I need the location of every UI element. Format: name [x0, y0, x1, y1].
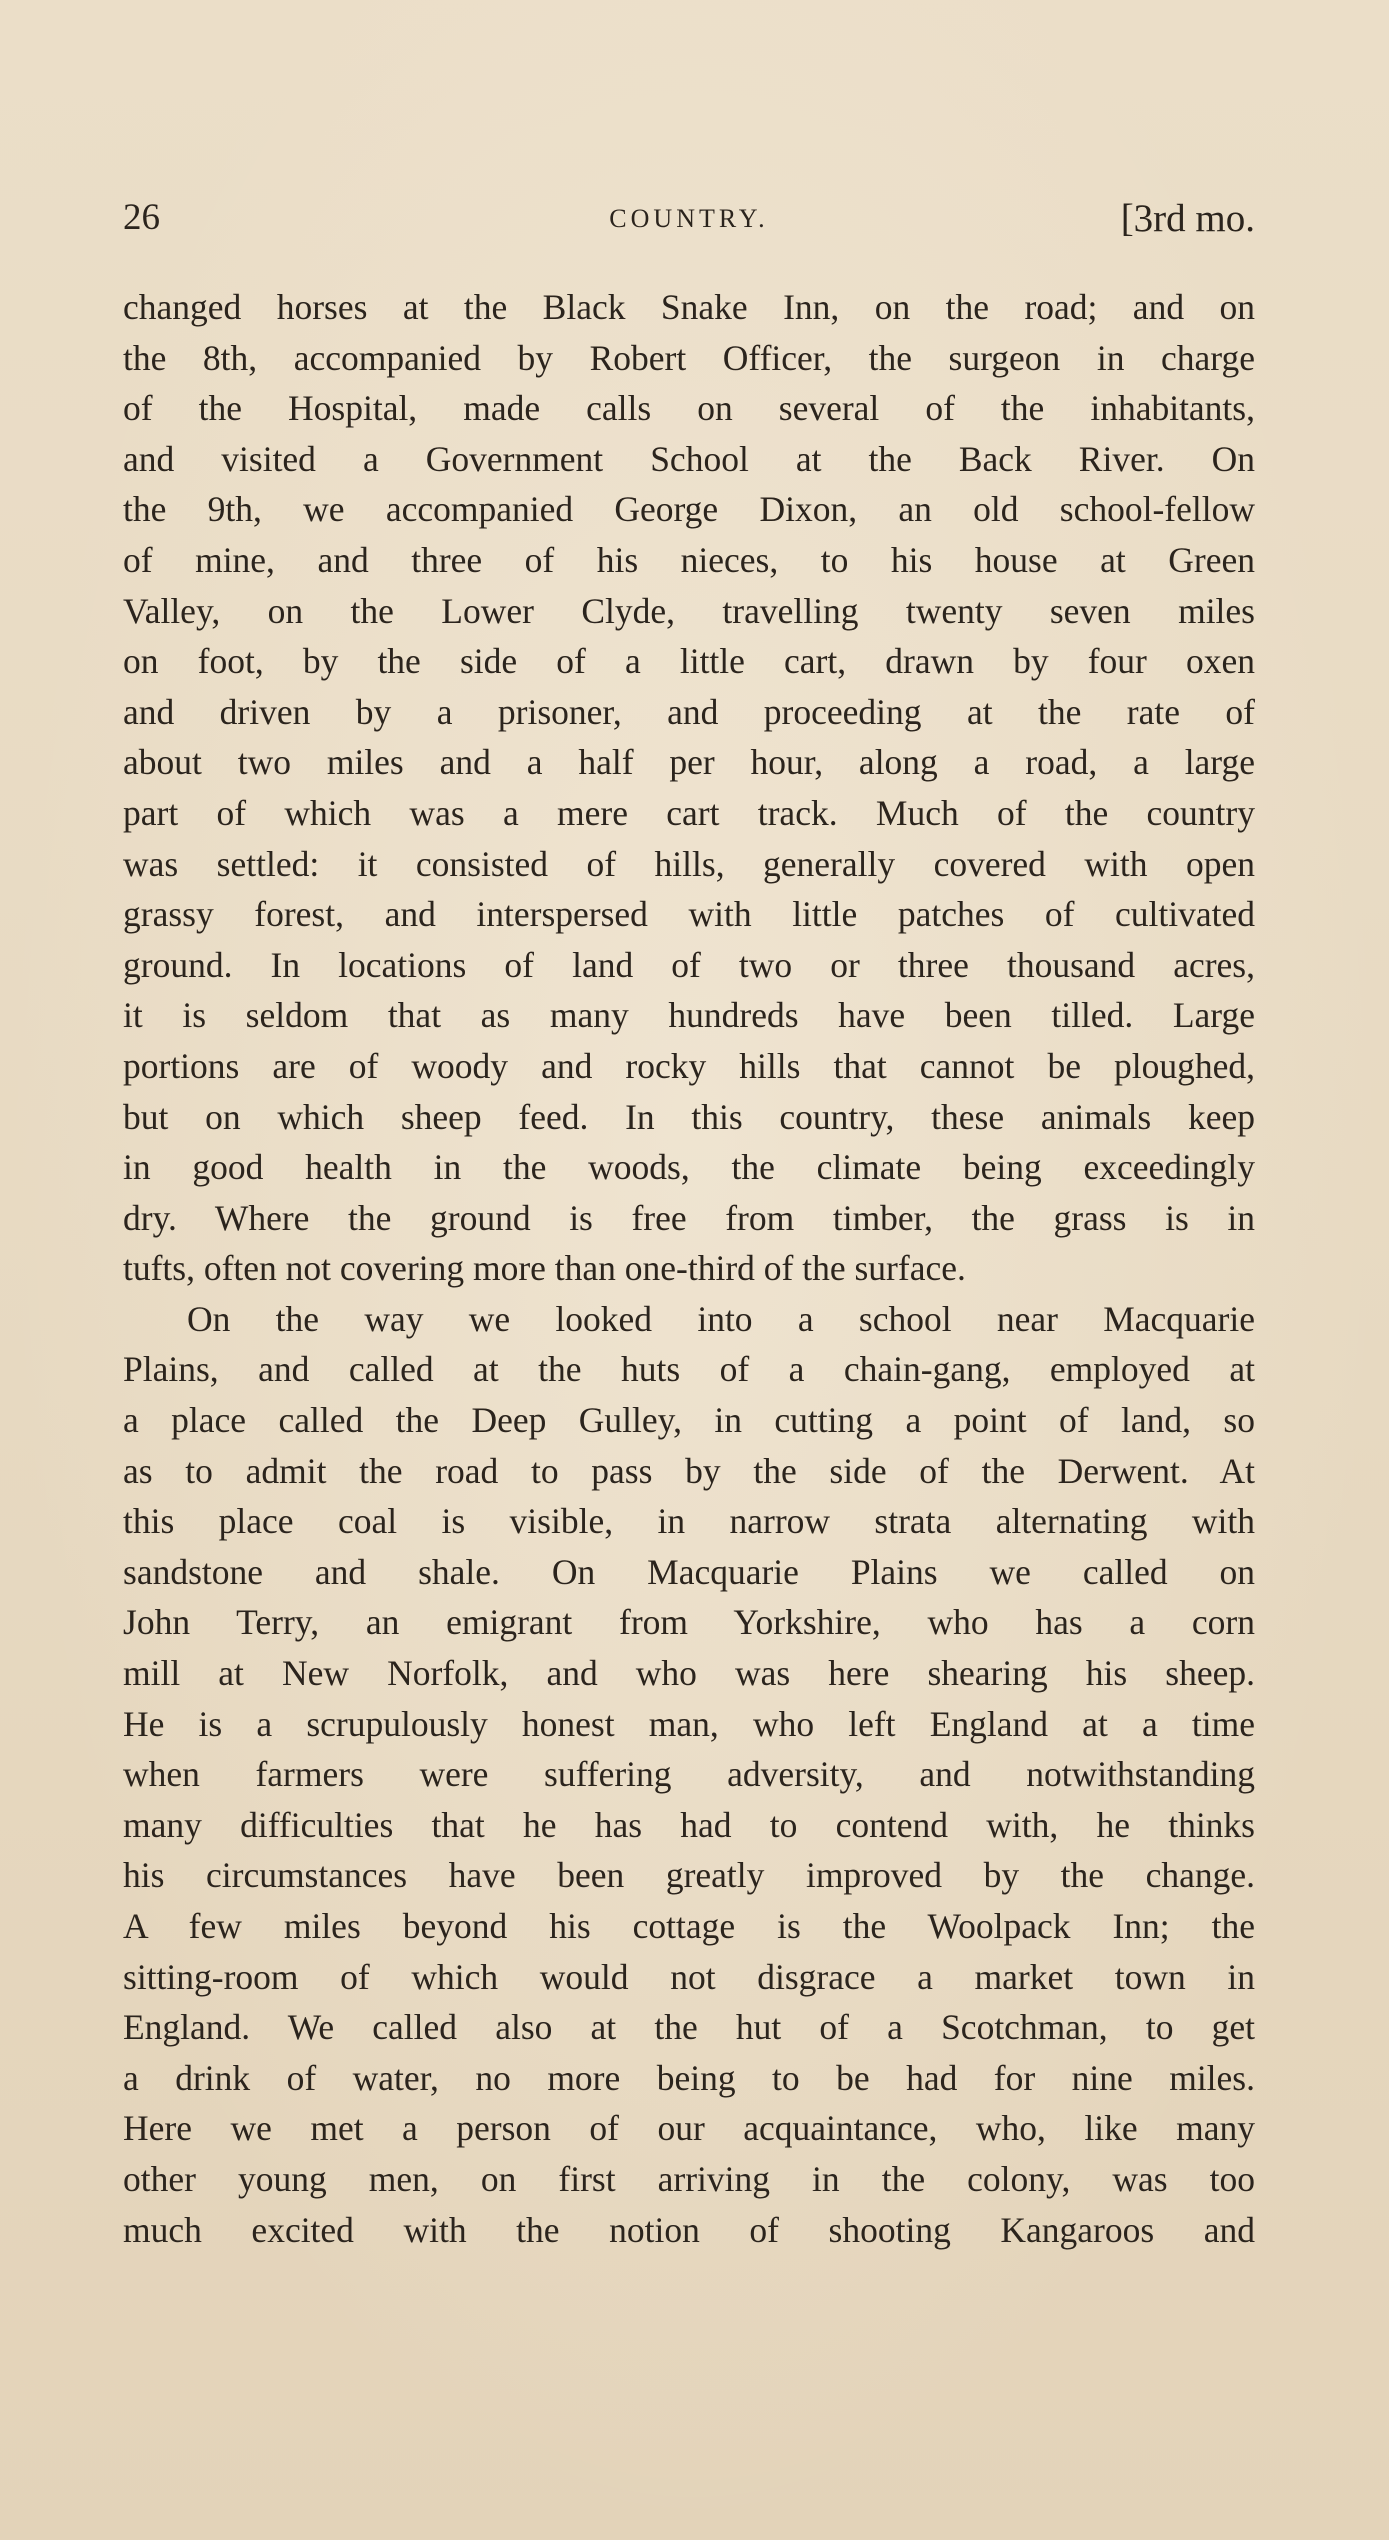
text-line: and visited a Government School at the Back River. On — [123, 438, 1255, 479]
text-line: his circumstances have been greatly improved by the change. — [123, 1855, 1255, 1896]
text-line: Here we met a person of our acquaintance, who, like many — [123, 2108, 1255, 2149]
text-line: it is seldom that as many hundreds have been tilled. Large — [123, 995, 1255, 1036]
text-line: dry. Where the ground is free from timber, the grass is in — [123, 1197, 1255, 1238]
text-line: and driven by a prisoner, and proceeding at the rate of — [123, 691, 1255, 732]
text-line: much excited with the notion of shooting Kangaroos and — [123, 2209, 1255, 2250]
text-line: sitting-room of which would not disgrace a market town in — [123, 1956, 1255, 1997]
text-line: ground. In locations of land of two or three thousand acres, — [123, 944, 1255, 985]
paragraph — [123, 282, 1255, 1294]
text-line: a drink of water, no more being to be had for nine miles. — [123, 2057, 1255, 2098]
text-line: was settled: it consisted of hills, generally covered with open — [123, 843, 1255, 884]
text-line: the 9th, we accompanied George Dixon, an old school-fellow — [123, 489, 1255, 530]
text-line: a place called the Deep Gulley, in cutting a point of land, so — [123, 1400, 1255, 1441]
running-month: [3rd mo. — [1120, 197, 1255, 240]
text-line: this place coal is visible, in narrow strata alternating with — [123, 1501, 1255, 1542]
text-line: Valley, on the Lower Clyde, travelling twenty seven miles — [123, 590, 1255, 631]
text-line: as to admit the road to pass by the side of the Derwent. At — [123, 1450, 1255, 1491]
text-line: part of which was a mere cart track. Much of the country — [123, 792, 1255, 833]
text-line: but on which sheep feed. In this country, these animals keep — [123, 1096, 1255, 1137]
running-header — [123, 196, 1255, 256]
text-line: the 8th, accompanied by Robert Officer, the surgeon in charge — [123, 337, 1255, 378]
text-line: mill at New Norfolk, and who was here shearing his sheep. — [123, 1653, 1255, 1694]
text-line: portions are of woody and rocky hills that cannot be ploughed, — [123, 1045, 1255, 1086]
text-line: in good health in the woods, the climate being exceedingly — [123, 1147, 1255, 1188]
running-title: COUNTRY. — [609, 204, 769, 233]
text-line: grassy forest, and interspersed with little patches of cultivated — [123, 894, 1255, 935]
text-line: Plains, and called at the huts of a chain-gang, employed at — [123, 1349, 1255, 1390]
text-line: when farmers were suffering adversity, and notwithstanding — [123, 1754, 1255, 1795]
body-text — [123, 282, 1255, 2255]
paragraph — [123, 1294, 1255, 2255]
text-line: changed horses at the Black Snake Inn, on the road; and on — [123, 287, 1255, 327]
text-line: England. We called also at the hut of a Scotchman, to get — [123, 2007, 1255, 2048]
text-line: of mine, and three of his nieces, to his house at Green — [123, 539, 1255, 580]
text-line: of the Hospital, made calls on several of the inhabitants, — [123, 388, 1255, 429]
text-line: other young men, on first arriving in the colony, was too — [123, 2158, 1255, 2199]
text-line: on foot, by the side of a little cart, drawn by four oxen — [123, 641, 1255, 682]
text-line: tufts, often not covering more than one-third of the surface. — [123, 1248, 966, 1289]
text-line: On the way we looked into a school near Macquarie — [187, 1298, 1255, 1339]
text-line: sandstone and shale. On Macquarie Plains we called on — [123, 1551, 1255, 1592]
text-line: about two miles and a half per hour, along a road, a large — [123, 742, 1255, 783]
text-line: He is a scrupulously honest man, who left England at a time — [123, 1703, 1255, 1744]
text-line: A few miles beyond his cottage is the Woolpack Inn; the — [123, 1906, 1255, 1946]
page-number: 26 — [123, 197, 160, 238]
text-line: John Terry, an emigrant from Yorkshire, who has a corn — [123, 1602, 1255, 1643]
text-line: many difficulties that he has had to contend with, he thinks — [123, 1804, 1255, 1845]
